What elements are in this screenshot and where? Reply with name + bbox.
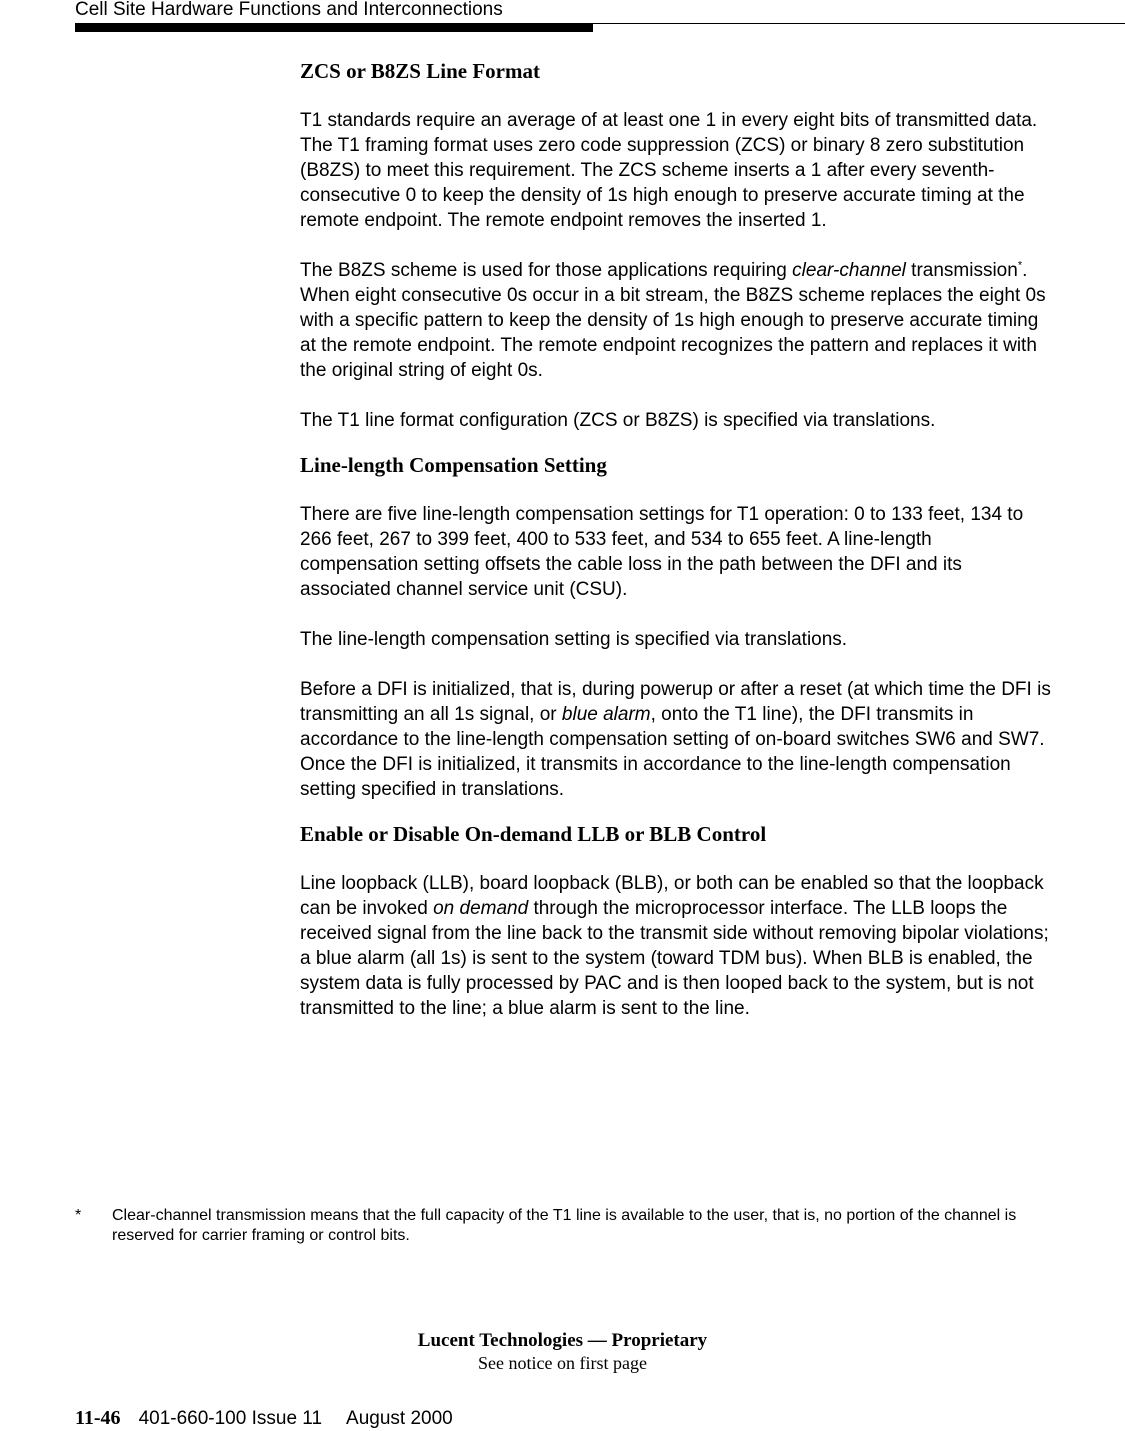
main-content [300,58,1052,1046]
header-rule-thick [75,24,593,32]
footnote-mark: * [75,1207,82,1224]
paragraph: Line loopback (LLB), board loopback (BLB), or both can be enabled so that the loopback can be invoked on demand through the microprocessor interface. The LLB loops the received signal from the line back to the transmit side without removing bipolar violations; a blue alarm (all 1s) is sent to the system (toward TDM bus). When BLB is enabled, the system data is fully processed by PAC and is then looped back to the system, but is not transmitted to the line; a blue alarm is sent to the line. [300,873,1049,1019]
paragraph: T1 standards require an average of at least one 1 in every eight bits of transmitted data. The T1 framing format uses zero code suppression (ZCS) or binary 8 zero substitution (B8ZS) to meet this requirement. The ZCS scheme inserts a 1 after every seventh-consecutive 0 to keep the density of 1s high enough to preserve accurate timing at the remote endpoint. The remote endpoint removes the inserted 1. [300,110,1038,231]
paragraph: The B8ZS scheme is used for those applications requiring clear-channel transmission*. When eight consecutive 0s occur in a bit stream, the B8ZS scheme replaces the eight 0s with a specific pattern to keep the density of 1s high enough to preserve accurate timing at the remote endpoint. The remote endpoint recognizes the pattern and replaces it with the original string of eight 0s. [300,259,1046,381]
emphasis-clear-channel: clear-channel [792,260,906,281]
footnote-text: Clear-channel transmission means that the full capacity of the T1 line is available to the user, that is, no portion of the channel is reserved for carrier framing or control bits. [112,1207,1017,1244]
section-heading-line-length: Line-length Compensation Setting [300,453,607,477]
running-header: Cell Site Hardware Functions and Interconnections [75,0,503,20]
emphasis-on-demand: on demand [433,898,529,919]
paragraph: There are five line-length compensation settings for T1 operation: 0 to 133 feet, 134 to 266 feet, 267 to 399 feet, 400 to 533 feet, and 534 to 655 feet. A line-length compensation setting offsets the cable loss in the path between the DFI and its associated channel service unit (CSU). [300,504,1024,600]
page-footer [75,1406,453,1431]
footnote [75,1206,1050,1246]
document-id: 401-660-100 Issue 11 [138,1408,323,1429]
proprietary-notice [0,1329,1125,1373]
footnote-reference: * [1017,259,1023,272]
section-heading-llb-blb: Enable or Disable On-demand LLB or BLB Control [300,822,767,846]
page-number: 11-46 [75,1407,121,1429]
paragraph: Before a DFI is initialized, that is, during powerup or after a reset (at which time the DFI is transmitting an all 1s signal, or blue alarm, onto the T1 line), the DFI transmits in accordance to the line-length compensation setting of on-board switches SW6 and SW7. Once the DFI is initialized, it transmits in accordance to the line-length compensation setting specified in translations. [300,679,1051,800]
paragraph: The T1 line format configuration (ZCS or B8ZS) is specified via translations. [300,410,936,431]
publication-date: August 2000 [346,1408,453,1429]
section-heading-zcs: ZCS or B8ZS Line Format [300,59,540,83]
paragraph: The line-length compensation setting is specified via translations. [300,629,848,650]
emphasis-blue-alarm: blue alarm [561,704,651,725]
notice-subtitle: See notice on first page [478,1353,647,1373]
notice-title: Lucent Technologies — Proprietary [417,1330,708,1351]
